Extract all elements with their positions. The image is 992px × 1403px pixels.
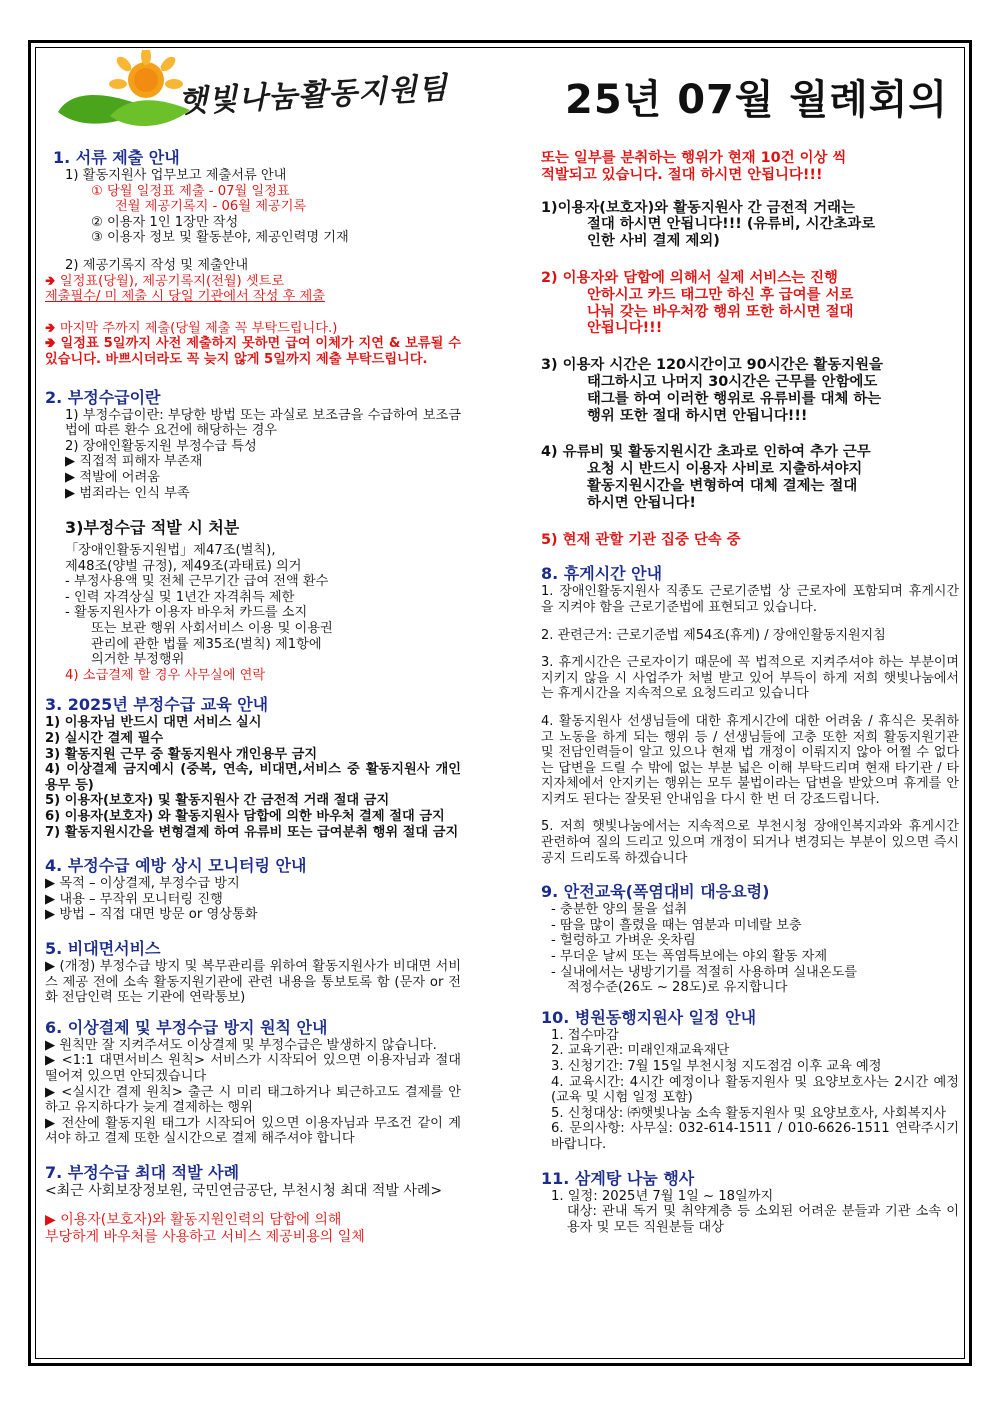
text-line: ▶ 범죄라는 인식 부족 <box>65 485 190 501</box>
left-column <box>45 148 461 1246</box>
text-line: ▶ 이용자(보호자)와 활동지원인력의 담합에 의해 <box>45 1211 342 1228</box>
text-line: 2) 장애인활동지원 부정수급 특성 <box>65 438 257 454</box>
text-line: - 활동지원사가 이용자 바우처 카드를 소지 <box>65 605 308 621</box>
text-line: ▶ 목적 – 이상결제, 부정수급 방지 <box>45 876 240 892</box>
text-line: 2) 제공기록지 작성 및 제출안내 <box>65 257 249 273</box>
text-line: 2. 교육기관: 미래인재교육재단 <box>551 1043 730 1059</box>
text-line: 3. 신청기간: 7월 15일 부천시청 지도점검 이후 교육 예정 <box>551 1059 882 1074</box>
text-line: - 인력 자격상실 및 1년간 자격취득 제한 <box>65 589 295 605</box>
text-line: 태그를 하여 이러한 행위로 유류비를 대체 하는 <box>587 390 882 407</box>
section-title-principles: 6. 이상결제 및 부정수급 방지 원칙 안내 <box>45 1017 328 1037</box>
section-title-documents: 1. 서류 제출 안내 <box>53 148 180 167</box>
text-line: 1. 접수마감 <box>551 1027 619 1043</box>
text-line: - 충분한 양의 물을 섭취 <box>551 902 688 918</box>
text-line: 활동지원시간을 변형하여 대체 결제는 절대 <box>587 477 858 494</box>
section-title-penalty: 3)부정수급 적발 시 처분 <box>65 518 240 538</box>
text-paragraph: 4. 활동지원사 선생님들에 대한 휴게시간에 대한 어려움 / 휴식은 못취하고 노동을 하게 되는 행위 등 / 선생님들에 고충 또한 저희 활동지원기관 및 전담인력들이 알고 있으나 현재 법 개정이 이뤄지지 않아 어쩔 수 없다는 답변을 드릴 수 밖에 없는 부분 넓은 이해 부탁드리며 현재 타기관 / 타 지자체에서 안지키는 행위는 모두 불법이라는 답변을 받았으며 휴게를 안지켜도 된다는 잘못된 안내임을 다시 한 번 더 강조드립니다. <box>541 713 959 807</box>
section-title-education: 3. 2025년 부정수급 교육 안내 <box>45 695 269 715</box>
text-line: 5) 이용자(보호자) 및 활동지원사 간 금전적 거래 절대 금지 <box>45 793 390 809</box>
text-line: 요청 시 반드시 이용자 사비로 지출하셔야지 <box>587 461 863 478</box>
text-line: 제출필수/ 미 제출 시 당일 기관에서 작성 후 제출 <box>45 289 326 305</box>
text-line: - 무더운 날씨 또는 폭염특보에는 야외 활동 자제 <box>551 949 828 965</box>
text-line: 1) 활동지원사 업무보고 제출서류 안내 <box>65 168 287 183</box>
text-line: 6) 이용자(보호자) 와 활동지원사 담합에 의한 바우처 결제 절대 금지 <box>45 809 445 824</box>
text-line: 의거한 부정행위 <box>91 652 185 668</box>
text-line: 5) 현재 관할 기관 집중 단속 중 <box>541 531 741 548</box>
text-line: 7) 활동지원시간을 변형결제 하여 유류비 또는 급여분취 행위 절대 금지 <box>45 824 459 840</box>
text-line: <최근 사회보장정보원, 국민연금공단, 부천시청 최대 적발 사례> <box>45 1182 443 1199</box>
text-paragraph: 대상: 관내 독거 및 취약계층 등 소외된 어려운 분들과 기관 소속 이용자 및 모든 직원분들 대상 <box>567 1204 959 1235</box>
text-line: 관리에 관한 법률 제35조(벌칙) 제1항에 <box>91 636 322 652</box>
text-paragraph: 4. 교육시간: 4시간 예정이나 활동지원사 및 요양보호사는 2시간 예정 (교육 및 시험 일정 포함) <box>551 1074 959 1106</box>
text-line: ③ 이용자 정보 및 활동분야, 제공인력명 기재 <box>91 230 349 246</box>
text-line: - 땀을 많이 흘렸을 때는 염분과 미네랄 보충 <box>551 917 802 933</box>
text-paragraph: 1. 장애인활동지원사 직종도 근로기준법 상 근로자에 포함되며 휴게시간을 지켜야 함을 근로기준법에 표현되고 있습니다. <box>541 584 959 615</box>
section-title-hospital: 10. 병원동행지원사 일정 안내 <box>541 1007 757 1027</box>
text-line: - 부정사용액 및 전체 근무기간 급여 전액 환수 <box>65 574 329 590</box>
text-paragraph: 3. 휴게시간은 근로자이기 때문에 꼭 법적으로 지켜주셔야 하는 부분이며 지키지 않을 시 사업주가 처벌 받고 있어 부득이 하게 저희 햇빛나눔에서는 휴게시간을 지속적으로 요청드리고 있습니다 <box>541 655 959 702</box>
text-line: 태그하시고 나머지 30시간은 근무를 안함에도 <box>587 373 878 390</box>
text-line: 적정수준(26도 ~ 28도)로 유지합니다 <box>567 980 788 996</box>
text-line: 🢂 일정표(당월), 제공기록지(전월) 셋트로 <box>45 273 285 289</box>
logo-wordmark: 햇빛나눔활동지원팀 <box>177 70 449 121</box>
section-title-rest: 8. 휴게시간 안내 <box>541 564 663 584</box>
section-title-monitoring: 4. 부정수급 예방 상시 모니터링 안내 <box>45 856 307 876</box>
text-line: 부당하게 바우처를 사용하고 서비스 제공비용의 일체 <box>45 1228 365 1245</box>
text-line: 4) 유류비 및 활동지원시간 초과로 인하여 추가 근무 <box>541 444 871 461</box>
text-line: 1)이용자(보호자)와 활동지원사 간 금전적 거래는 <box>541 199 855 216</box>
section-title-samgyetang: 11. 삼계탕 나눔 행사 <box>541 1168 695 1188</box>
text-line: 안됩니다!!! <box>587 320 663 337</box>
text-line: ② 이용자 1인 1장만 작성 <box>91 214 239 230</box>
text-paragraph: 5. 저희 햇빛나눔에서는 지속적으로 부천시청 장애인복지과와 휴게시간 관련하여 질의 드리고 있으며 개정이 되거나 변경되는 부분이 있으면 즉시 공지 드리도록 하겠습니다 <box>541 819 959 866</box>
text-line: 2) 실시간 결제 필수 <box>45 731 164 747</box>
right-column <box>541 150 959 1235</box>
text-paragraph: 5. 신청대상: ㈜햇빛나눔 소속 활동지원사 및 요양보호사, 사회복지사 <box>551 1105 946 1121</box>
text-line: ▶ 내용 – 무작위 모니터링 진행 <box>45 891 223 907</box>
text-line: 전월 제공기록지 - 06월 제공기록 <box>115 199 307 215</box>
text-line: 절대 하시면 안됩니다!!! (유류비, 시간초과로 <box>587 216 876 233</box>
text-paragraph: ▶ 원칙만 잘 지켜주셔도 이상결제 및 부정수급은 발생하지 않습니다. <box>45 1037 437 1053</box>
text-paragraph: ▶ (개정) 부정수급 방지 및 복무관리를 위하여 활동지원사가 비대면 서비스 제공 전에 소속 활동지원기관에 관련 내용을 통보토록 함 (문자 or 전화 전담인력 또는 기관에 연락통보) <box>45 958 461 1006</box>
text-paragraph: 2. 관련근거: 근로기준법 제54조(휴게) / 장애인활동지원지침 <box>541 627 886 643</box>
text-line: 🢂 마지막 주까지 제출(당월 제출 꼭 부탁드립니다.) <box>45 320 338 336</box>
section-title-cases: 7. 부정수급 최대 적발 사례 <box>45 1162 240 1182</box>
text-line: ▶ 적발에 어려움 <box>65 469 160 485</box>
text-line: 4) 소급결제 할 경우 사무실에 연락 <box>65 667 266 683</box>
text-line: 2) 이용자와 담합에 의해서 실제 서비스는 진행 <box>541 269 838 286</box>
text-line: 1. 일정: 2025년 7월 1일 ~ 18일까지 <box>551 1188 774 1204</box>
text-line: 1) 이용자님 반드시 대면 서비스 실시 <box>45 715 262 731</box>
text-paragraph: ▶ <1:1 대면서비스 원칙> 서비스가 시작되어 있으면 이용자님과 절대 떨어져 있으면 안되겠습니다 <box>45 1053 461 1084</box>
text-paragraph: 6. 문의사항: 사무실: 032-614-1511 / 010-6626-1511 연락주시기 바랍니다. <box>551 1121 959 1152</box>
section-title-fraud: 2. 부정수급이란 <box>45 387 161 407</box>
text-line: 4) 이상결제 금지예시 (중복, 연속, 비대면,서비스 중 활동지원사 개인용무 등) <box>45 762 461 793</box>
text-line: 3) 활동지원 근무 중 활동지원사 개인용무 금지 <box>45 746 318 762</box>
text-line: 하시면 안됩니다! <box>587 494 696 511</box>
text-line: ▶ 방법 – 직접 대면 방문 or 영상통화 <box>45 907 258 923</box>
text-paragraph: 🢂 일정표 5일까지 사전 제출하지 못하면 급여 이체가 지연 & 보류될 수 있습니다. 바쁘시더라도 꼭 늦지 않게 5일까지 제출 부탁드립니다. <box>45 336 461 367</box>
text-paragraph: ▶ <실시간 결제 원칙> 출근 시 미리 태그하거나 퇴근하고도 결제를 안하고 유지하다가 늦게 결제하는 행위 <box>45 1084 461 1116</box>
text-line: 행위 또한 절대 하시면 안됩니다!!! <box>587 407 808 424</box>
text-line: 안하시고 카드 태그만 하신 후 급여를 서로 <box>587 286 854 303</box>
text-line: 또는 일부를 분취하는 행위가 현재 10건 이상 씩 <box>541 150 847 166</box>
text-line: 적발되고 있습니다. 절대 하시면 안됩니다!!! <box>541 166 823 183</box>
text-line: ▶ 직접적 피해자 부존재 <box>65 454 203 470</box>
text-paragraph: 1) 부정수급이란: 부당한 방법 또는 과실로 보조금을 수급하여 보조금법에 따른 환수 요건에 해당하는 경우 <box>65 407 461 439</box>
text-line: 또는 보관 행위 사회서비스 이용 및 이용권 <box>91 621 333 637</box>
section-title-safety: 9. 안전교육(폭염대비 대응요령) <box>541 882 770 902</box>
text-line: 제48조(양벌 규정), 제49조(과태료) 의거 <box>65 558 302 574</box>
text-line: ① 당월 일정표 제출 - 07월 일정표 <box>91 183 290 199</box>
text-paragraph: ▶ 전산에 활동지원 태그가 시작되어 있으면 이용자님과 무조건 같이 계셔야 하고 결제 또한 실시간으로 결제 해주셔야 합니다 <box>45 1115 461 1147</box>
text-line: 「장애인활동지원법」제47조(벌칙), <box>65 543 276 559</box>
text-line: - 실내에서는 냉방기기를 적절히 사용하며 실내온도를 <box>551 964 857 980</box>
text-line: - 헐렁하고 가벼운 옷차림 <box>551 933 696 949</box>
text-line: 3) 이용자 시간은 120시간이고 90시간은 활동지원을 <box>541 357 883 374</box>
text-line: 나눠 갖는 바우처깡 행위 또한 하시면 절대 <box>587 303 854 320</box>
section-title-nonface: 5. 비대면서비스 <box>45 938 161 958</box>
page-title: 25년 07월 월례회의 <box>565 77 949 123</box>
text-line: 인한 사비 결제 제외) <box>587 233 720 250</box>
